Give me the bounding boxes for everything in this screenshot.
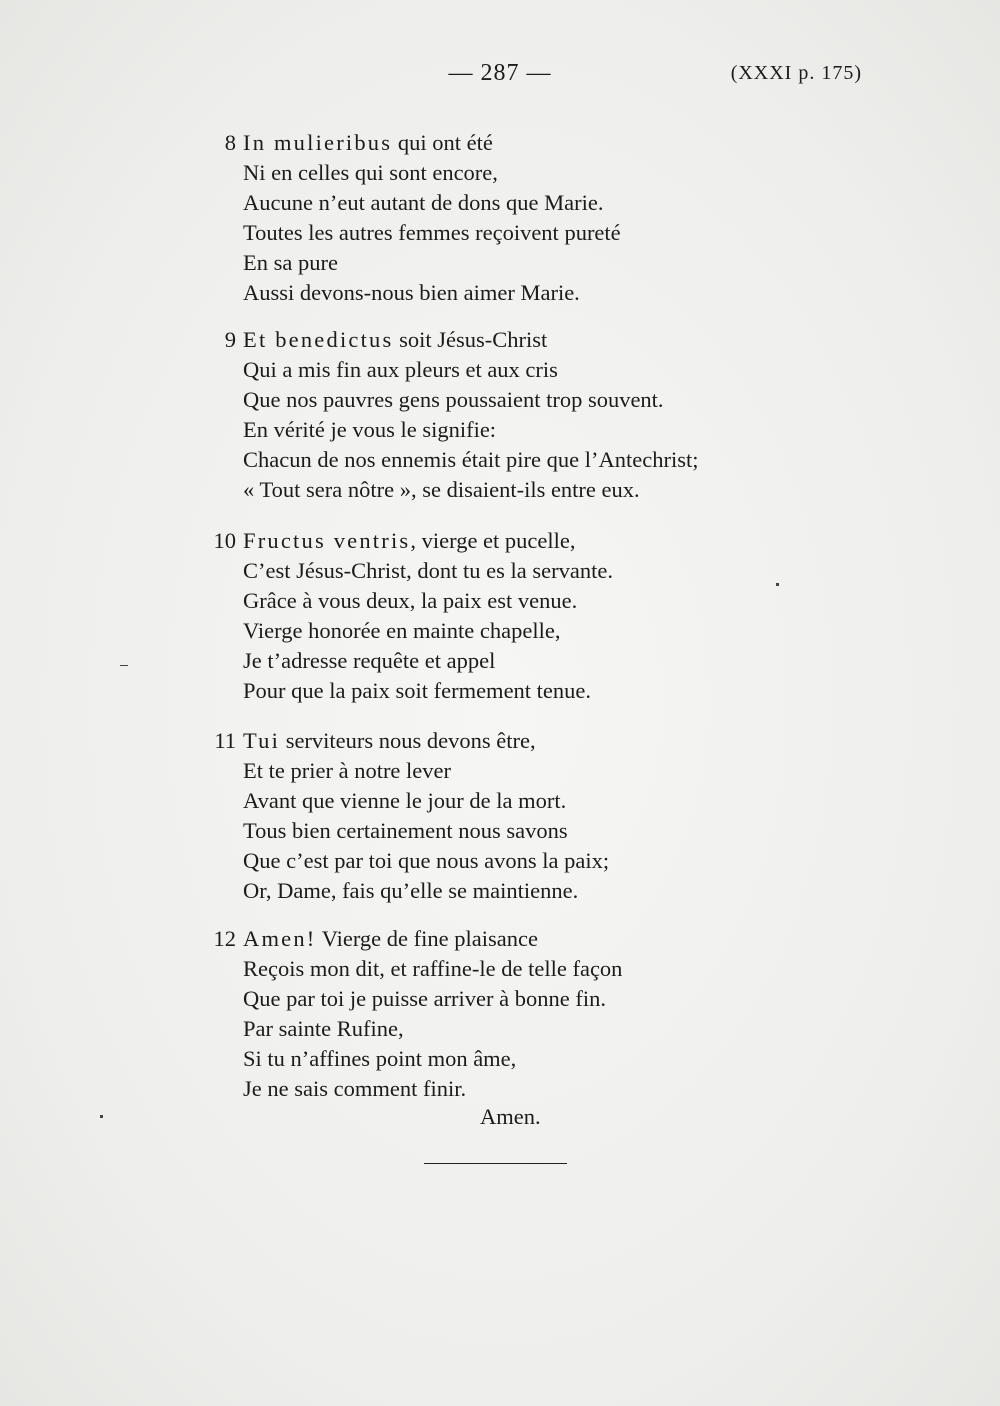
verse-line: « Tout sera nôtre », se disaient-ils entre eux.	[243, 477, 640, 502]
stanza-number: 10	[213, 528, 236, 553]
verse-line	[243, 924, 538, 954]
verse-line	[243, 526, 576, 556]
paper-speck	[776, 583, 779, 586]
verse-line: Or, Dame, fais qu’elle se maintienne.	[243, 878, 579, 903]
source-reference: (XXXI p. 175)	[730, 62, 862, 84]
verse-line: Reçois mon dit, et raffine-le de telle façon	[243, 956, 623, 981]
latin-incipit: Fructus ventris	[243, 528, 411, 553]
verse-line: Tous bien certainement nous savons	[243, 818, 568, 843]
verse-line: Que nos pauvres gens poussaient trop souvent.	[243, 387, 664, 412]
verse-line	[243, 128, 493, 158]
latin-incipit: In mulieribus	[243, 130, 393, 155]
verse-line	[243, 726, 536, 756]
verse-line: Je t’adresse requête et appel	[243, 648, 496, 673]
verse-text: , vierge et pucelle,	[410, 528, 576, 553]
verse-text: Vierge de fine plaisance	[316, 926, 538, 951]
verse-line	[243, 325, 547, 355]
verse-line: C’est Jésus-Christ, dont tu es la servante.	[243, 558, 613, 583]
latin-incipit: Amen!	[243, 926, 317, 951]
verse-line: Toutes les autres femmes reçoivent pureté	[243, 220, 621, 245]
verse-line: Et te prier à notre lever	[243, 758, 452, 783]
verse-line: Chacun de nos ennemis était pire que l’Antechrist;	[243, 447, 699, 472]
verse-line: Aussi devons-nous bien aimer Marie.	[243, 280, 580, 305]
closing-amen: Amen.	[480, 1104, 541, 1129]
latin-incipit: Et benedictus	[243, 327, 394, 352]
verse-line: Je ne sais comment finir.	[243, 1076, 467, 1101]
verse-line: Pour que la paix soit fermement tenue.	[243, 678, 592, 703]
latin-incipit: Tui	[243, 728, 281, 753]
stanza-number: 11	[214, 728, 236, 753]
verse-line: En vérité je vous le signifie:	[243, 417, 497, 442]
verse-line: Que par toi je puisse arriver à bonne fin.	[243, 986, 606, 1011]
verse-line: En sa pure	[243, 250, 338, 275]
verse-text: serviteurs nous devons être,	[280, 728, 536, 753]
verse-text: soit Jésus-Christ	[393, 327, 548, 352]
verse-line: Grâce à vous deux, la paix est venue.	[243, 588, 578, 613]
verse-line: Que c’est par toi que nous avons la paix;	[243, 848, 610, 873]
verse-line: Avant que vienne le jour de la mort.	[243, 788, 567, 813]
verse-line: Ni en celles qui sont encore,	[243, 160, 498, 185]
stanza-number: 9	[224, 327, 236, 352]
paper-speck	[100, 1115, 103, 1118]
verse-line: Vierge honorée en mainte chapelle,	[243, 618, 561, 643]
verse-line: Par sainte Rufine,	[243, 1016, 404, 1041]
verse-line: Aucune n’eut autant de dons que Marie.	[243, 190, 604, 215]
stanza-number: 12	[213, 926, 236, 951]
verse-line: Si tu n’affines point mon âme,	[243, 1046, 517, 1071]
verse-line: Qui a mis fin aux pleurs et aux cris	[243, 357, 558, 382]
verse-text: qui ont été	[392, 130, 493, 155]
paper-speck	[120, 665, 128, 666]
stanza-number: 8	[224, 130, 236, 155]
section-rule	[424, 1163, 567, 1164]
page-number: — 287 —	[448, 60, 552, 86]
